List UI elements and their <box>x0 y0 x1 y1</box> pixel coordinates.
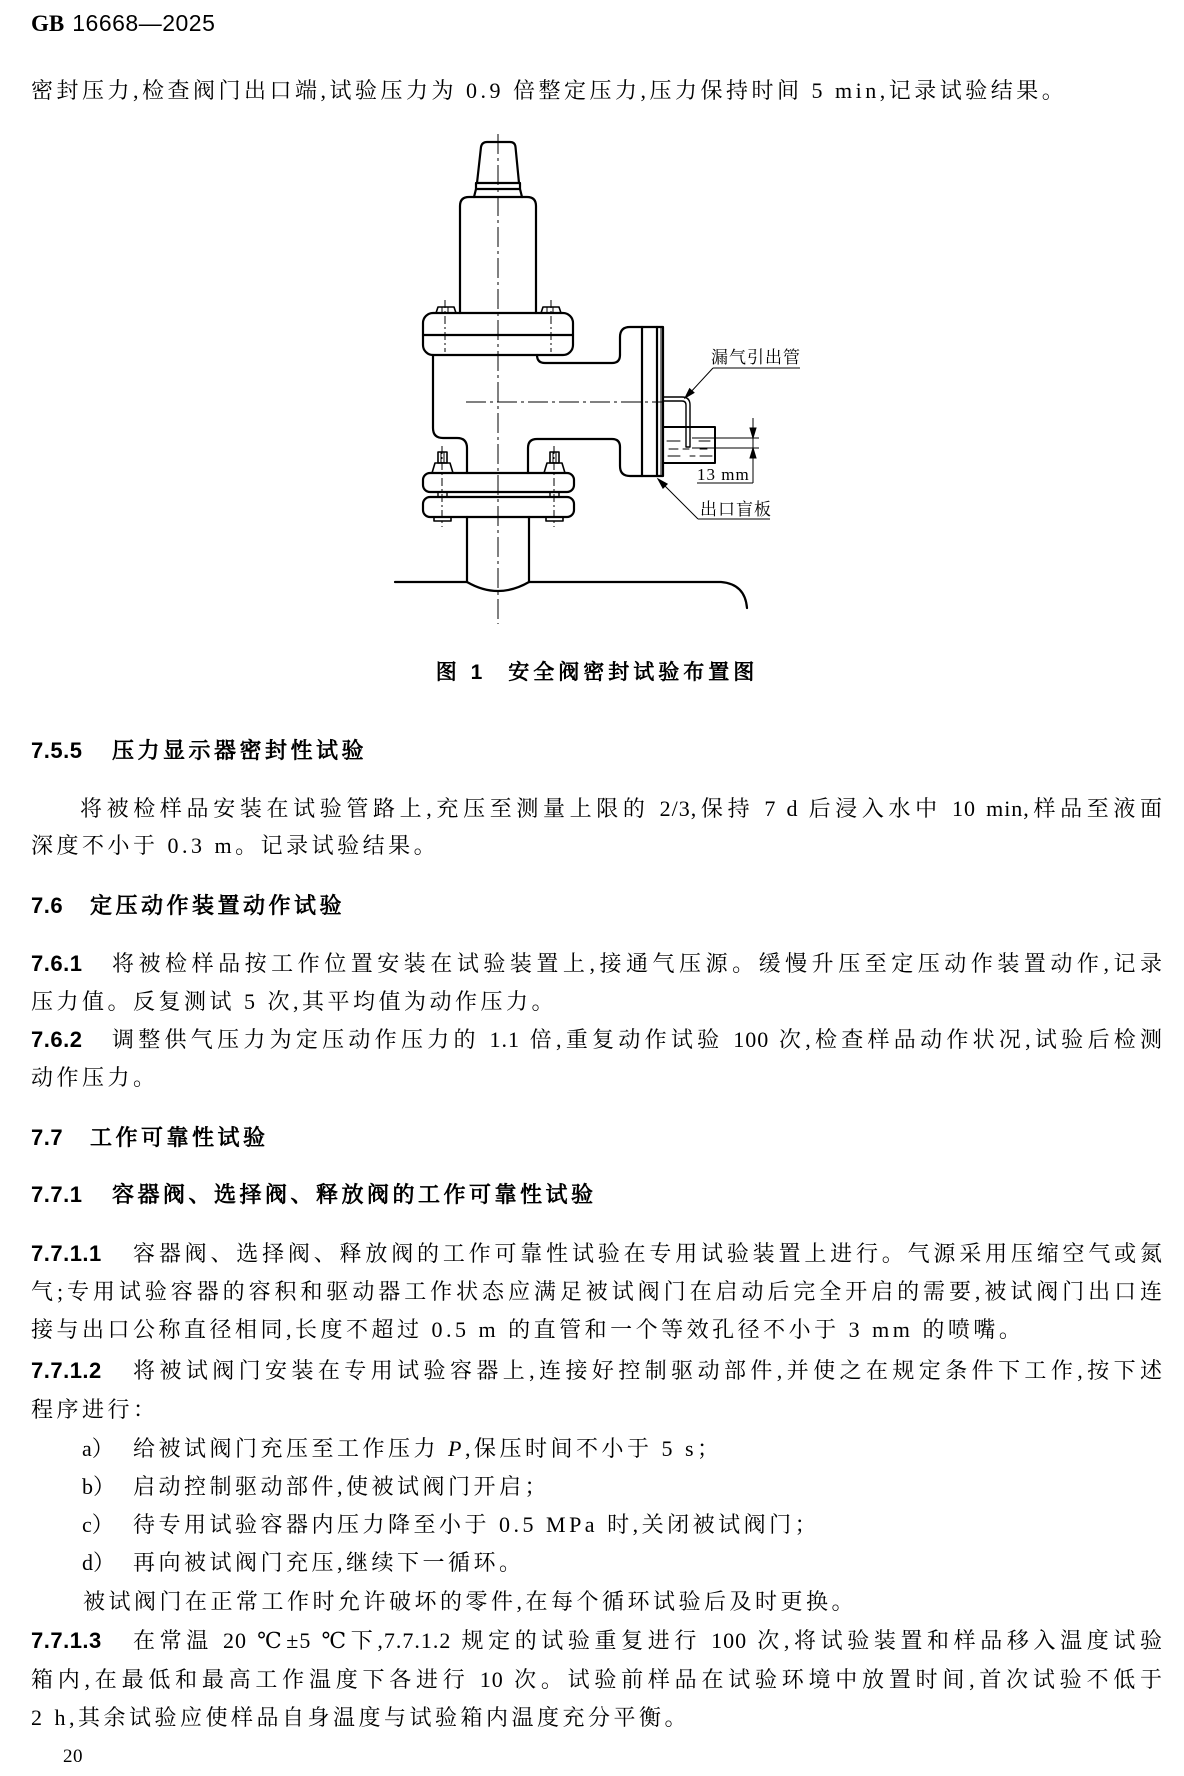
step-b-text: 启动控制驱动部件,使被试阀门开启； <box>133 1474 551 1499</box>
valve-body <box>433 355 620 473</box>
clause-7-5-5-number: 7.5.5 <box>31 738 83 763</box>
clause-7-7-1-1-number: 7.7.1.1 <box>31 1241 102 1266</box>
clause-7-6-1-number: 7.6.1 <box>31 951 83 976</box>
step-a-label: a） <box>82 1436 114 1461</box>
step-a-text-after: ,保压时间不小于 5 s； <box>464 1436 723 1461</box>
clause-7-6-2-line-1: 调整供气压力为定压动作压力的 1.1 倍,重复动作试验 100 次,检查样品动作状况,试验后检测 <box>112 1027 1163 1052</box>
dimension-label: 13 mm <box>697 465 750 484</box>
leak-outlet-pipe <box>663 397 690 447</box>
standard-number: 16668—2025 <box>72 10 216 36</box>
clause-7-6-1-line-2: 压力值。反复测试 5 次,其平均值为动作压力。 <box>31 989 558 1014</box>
step-b-label: b） <box>82 1474 116 1499</box>
clause-7-6-2-line-2: 动作压力。 <box>31 1065 159 1090</box>
clause-7-7-1-3-line-1: 在常温 20 ℃±5 ℃下,7.7.1.2 规定的试验重复进行 100 次,将试验装置和样品移入温度试验 <box>133 1628 1163 1653</box>
clause-7-7-1-2-number: 7.7.1.2 <box>31 1358 102 1383</box>
clause-7-7-1-2-line-1: 将被试阀门安装在专用试验容器上,连接好控制驱动部件,并使之在规定条件下工作,按下述 <box>133 1358 1163 1383</box>
arrow-down-icon <box>750 428 756 438</box>
clause-7-7-1-number: 7.7.1 <box>31 1182 83 1207</box>
continuation-text: 密封压力,检查阀门出口端,试验压力为 0.9 倍整定压力,压力保持时间 5 min,记录试验结果。 <box>31 78 1068 103</box>
callout-leaders <box>658 368 800 519</box>
clause-7-7-1-2-note: 被试阀门在正常工作时允许破坏的零件,在每个循环试验后及时更换。 <box>83 1589 858 1614</box>
callout-outlet-blind-plate: 出口盲板 <box>700 500 772 519</box>
figure-number: 图 1 <box>435 661 487 684</box>
clause-7-5-5-line-2: 深度不小于 0.3 m。记录试验结果。 <box>31 833 440 858</box>
step-a-text <box>133 1430 723 1468</box>
clause-7-7-1-3-line-2: 箱内,在最低和最高工作温度下各进行 10 次。试验前样品在试验环境中放置时间,首次试验不低于 <box>31 1667 1163 1692</box>
clause-7-7-1-1-line-1: 容器阀、选择阀、释放阀的工作可靠性试验在专用试验装置上进行。气源采用压缩空气或氮 <box>133 1241 1163 1266</box>
clause-7-6-number: 7.6 <box>31 893 64 918</box>
step-d-text: 再向被试阀门充压,继续下一循环。 <box>133 1550 525 1575</box>
clause-7-6-2-number: 7.6.2 <box>31 1027 83 1052</box>
page-number: 20 <box>63 1746 83 1767</box>
standard-prefix: GB <box>31 11 65 36</box>
centerlines <box>442 134 664 624</box>
clause-7-5-5-line-1: 将被检样品安装在试验管路上,充压至测量上限的 2/3,保持 7 d 后浸入水中 10 min,样品至液面 <box>80 796 1163 821</box>
clause-7-7-1-1-line-3: 接与出口公称直径相同,长度不超过 0.5 m 的直管和一个等效孔径不小于 3 mm 的喷嘴。 <box>31 1317 1025 1342</box>
clause-7-7-1-3-line-3: 2 h,其余试验应使样品自身温度与试验箱内温度充分平衡。 <box>31 1705 691 1730</box>
step-d-label: d） <box>82 1550 116 1575</box>
test-vessel-top <box>395 582 747 608</box>
clause-7-6-title: 定压动作装置动作试验 <box>90 893 346 918</box>
arrow-up-icon <box>750 448 756 458</box>
callout-leak-outlet-pipe: 漏气引出管 <box>711 348 801 367</box>
clause-7-7-1-title: 容器阀、选择阀、释放阀的工作可靠性试验 <box>112 1182 597 1207</box>
clause-7-7-1-2-line-2: 程序进行： <box>31 1397 159 1422</box>
step-c-text: 待专用试验容器内压力降至小于 0.5 MPa 时,关闭被试阀门； <box>133 1512 821 1537</box>
clause-7-6-1-line-1: 将被检样品按工作位置安装在试验装置上,接通气压源。缓慢升压至定压动作装置动作,记录 <box>112 951 1163 976</box>
step-a-text-before: 给被试阀门充压至工作压力 <box>133 1436 449 1461</box>
clause-7-7-number: 7.7 <box>31 1125 64 1150</box>
clause-7-7-1-1-line-2: 气;专用试验容器的容积和驱动器工作状态应满足被试阀门在启动后完全开启的需要,被试阀门出口连 <box>31 1279 1163 1304</box>
pressure-variable: P <box>448 1436 465 1461</box>
step-c-label: c） <box>82 1512 114 1537</box>
water-cup <box>663 427 715 463</box>
figure-1-drawing <box>0 0 1184 640</box>
figure-caption <box>5 654 1184 692</box>
clause-7-5-5-title: 压力显示器密封性试验 <box>112 738 368 763</box>
clause-7-7-title: 工作可靠性试验 <box>90 1125 269 1150</box>
clause-7-7-1-3-number: 7.7.1.3 <box>31 1628 102 1653</box>
figure-title: 安全阀密封试验布置图 <box>508 661 759 684</box>
